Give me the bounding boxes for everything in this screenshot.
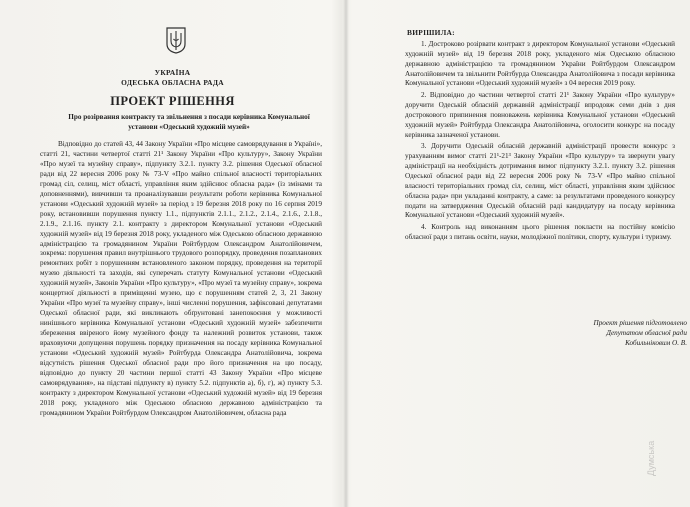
- signature-line: Кобильніковим О. В.: [625, 339, 687, 347]
- signature-line: Проект рішення підготовлено: [593, 319, 687, 327]
- resolution-items: [405, 40, 675, 245]
- signature-block: [537, 318, 687, 348]
- resolution-item: 3. Доручити Одеській обласній державній адміністрації провести конкурс з урахуванням вимог статті 21¹-21³ Закону України «Про культуру» та звернути увагу адміністрації на необхідність дотримання вимог підпункту 3.2.1. пункту 3.2. рішення Одеської обласної ради від 22 вересня 2006 року № 73-V «Про майно спільної власності територіальних громад сіл, селищ, міст області, управління яким здійснює обласна рада» при укладанні контракту, а саме: за результатами проведеного конкурсу подати на затвердження Одеській обласній раді кандидатуру на посаду керівника Комунальної установи «Одеський художній музей».: [405, 142, 675, 220]
- document-title: ПРОЕКТ РІШЕННЯ: [110, 94, 235, 108]
- country-name: УКРАЇНА: [154, 68, 191, 77]
- trident-emblem-icon: [165, 26, 187, 54]
- signature-line: Депутатом обласної ради: [606, 329, 687, 337]
- preamble-text: Відповідно до статей 43, 44 Закону України «Про місцеве самоврядування в Україні», статті 21, частини четвертої статті 21¹ Закону України «Про культуру», Закону України «Про музеї та музейну справу», підпункту 3.2.1. пункту 3.2. рішення Одеської обласної ради від 22 вересня 2006 року № 73-V «Про майно спільної власності територіальних громад сіл, селищ, міст області, управління яким здійснює обласна рада» (із змінами та доповненнями), вивчивши та проаналізувавши результати роботи керівника Комунальної установи «Одеський художній музей» за період з 19 березня 2018 року по 16 серпня 2019 року, встановивши порушення пункту 1.1., підпунктів 2.1.1., 2.1.2., 2.1.4., 2.1.6., 2.1.8., 2.1.9., 2.1.16. пункту 2.1. контракту з директором Комунальної установи «Одеський художній музей» від 19 березня 2018 року, укладеного між Одеською обласною державною адміністрацією та громадянином України Ройтбурдом Олександром Анатолійовичем, зокрема: порушення правил внутрішнього трудового розпорядку, проведення позапланових ремонтних робіт з порушенням встановленого законом порядку, проведення на території музею діяльності та заходів, які суперечать статуту Комунальної установи «Одеський художній музей», Законів України «Про культуру», «Про музеї та музейну справу», зокрема концертної діяльності в приміщенні музею, що є порушенням статей 2, 3, 21 Закону України «Про музеї та музейну справу», інші численні порушення, зафіксовані депутатами Одеської обласної ради, які викликають обґрунтовані занепокоєння у можливості нинішнього керівника Комунальної установи «Одеський художній музей» забезпечити збереження ввіреного йому музейного фонду та належний розвиток установи, також враховуючи допущення порушень порядку призначення на посаду керівника Комунальної установи «Одеський художній музей» Ройтбурда Олександра Анатолійовича, зокрема відсутність рішення Одеської обласної ради про його призначення на цю посаду, відповідно до пункту 20 частини першої статті 43 Закону України «Про місцеве самоврядування», на підставі підпункту в) пункту 5.2. підпунктів а), б), г), ж) пункту 5.3. контракту з директором Комунальної установи «Одеський художній музей» від 19 березня 2018 року, укладеного між Одеською обласною державною адміністрацією та громадянином України Ройтбурдом Олександром Анатолійовичем, обласна рада: [40, 140, 322, 417]
- resolution-item: 2. Відповідно до частини четвертої статті 21¹ Закону України «Про культуру» доручити Одеській обласній державній адміністрації впродовж семи днів з дня дострокового припинення повноважень керівника Комунальної установи «Одеський художній музей» Ройтбурда Олександра Анатолійовича, оголосити конкурс на посаду керівника зазначеної установи.: [405, 91, 675, 139]
- resolution-item: 1. Достроково розірвати контракт з директором Комунальної установи «Одеський художній музей» від 19 березня 2018 року, укладеного між Одеською обласною державною адміністрацією та громадянином України Ройтбурдом Олександром Анатолійовичем та звільнити Ройтбурда Олександра Анатолійовича з посади керівника Комунальної установи «Одеський художній музей» з 04 вересня 2019 року.: [405, 40, 675, 88]
- resolution-heading: ВИРІШИЛА:: [407, 28, 455, 37]
- right-page: [347, 0, 690, 507]
- document-subtitle: Про розірвання контракту та звільнення з посади керівника Комунальної установи «Одеський художній музей»: [68, 113, 310, 131]
- council-name: ОДЕСЬКА ОБЛАСНА РАДА: [121, 78, 224, 87]
- resolution-item: 4. Контроль над виконанням цього рішення покласти на постійну комісію обласної ради з питань освіти, науки, молодіжної політики, спорту, культури і туризму.: [405, 223, 675, 242]
- watermark: Думська: [646, 440, 656, 476]
